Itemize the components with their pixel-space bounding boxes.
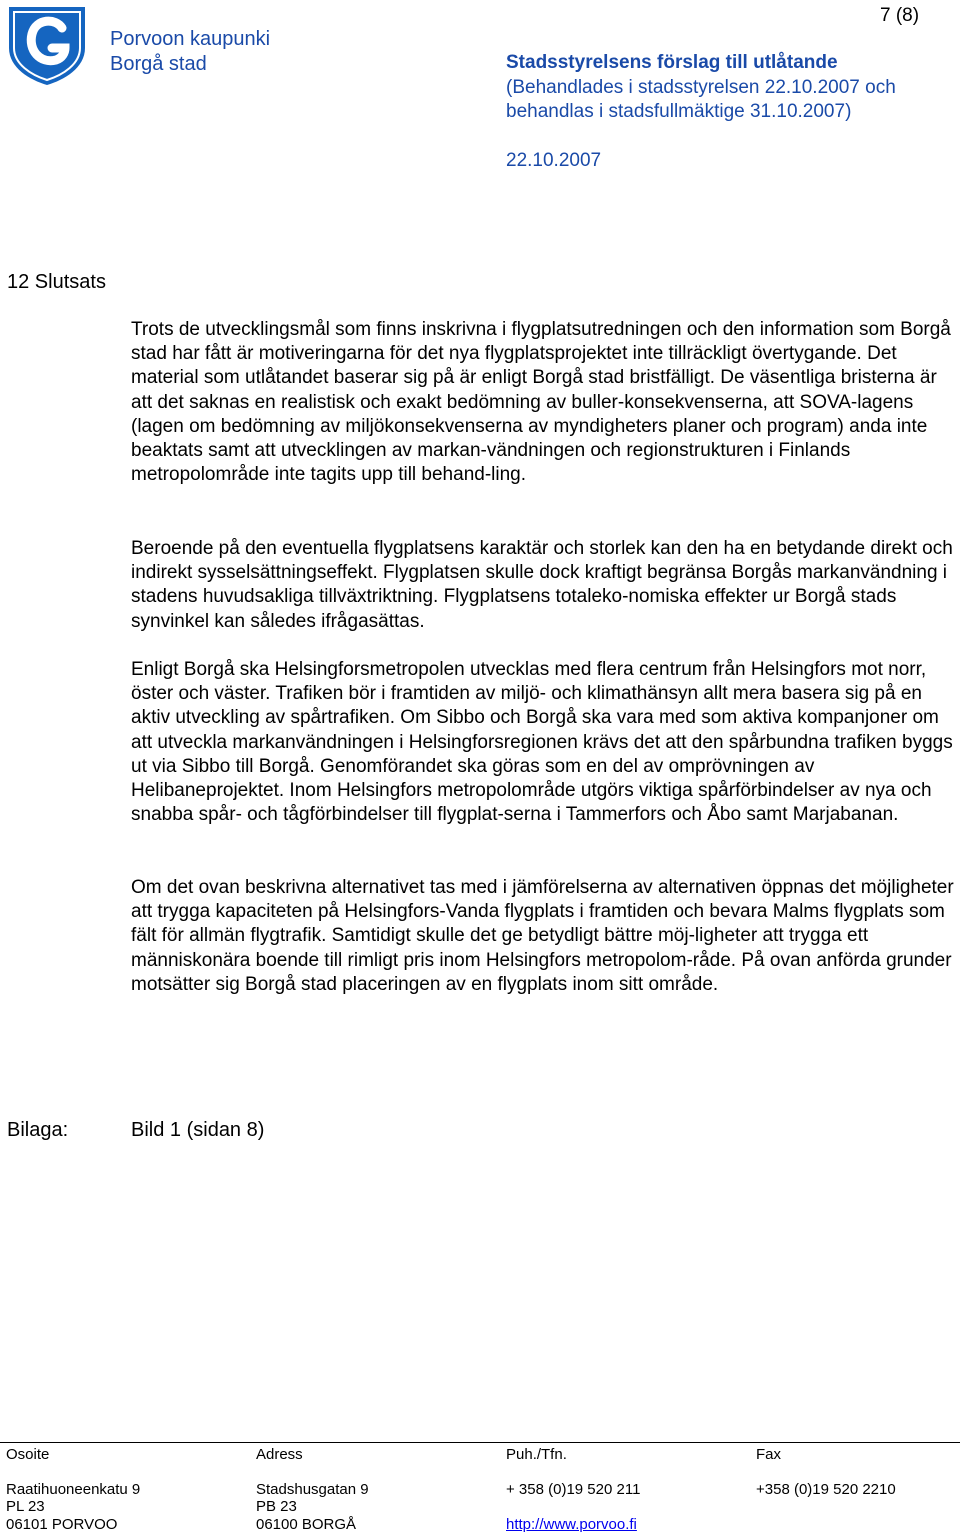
footer-heading: Fax <box>756 1446 782 1463</box>
footer-line: Raatihuoneenkatu 9 <box>6 1480 141 1498</box>
section-heading: 12 Slutsats <box>7 271 106 293</box>
attachment-label: Bilaga: <box>7 1119 69 1141</box>
org-name-sv: Borgå stad <box>110 53 207 75</box>
body-paragraph: Beroende på den eventuella flygplatsens karaktär och storlek kan den ha en betydande direkt och indirekt sysselsättningseffekt. Flygplatsen skulle dock kraftigt begränsa Borgås markanvändning i stadens huvudsakliga tillväxtriktning. Flygplatsens totaleko-nomiska effekter ur Borgå stads synvinkel kan således ifrågasättas. <box>131 538 953 632</box>
document-subtitle-line1: (Behandlades i stadsstyrelsen 22.10.2007 och <box>506 77 896 98</box>
attachment-value: Bild 1 (sidan 8) <box>131 1119 265 1141</box>
body-paragraph: Om det ovan beskrivna alternativet tas med i jämförelserna av alternativen öppnas det möjligheter att trygga kapaciteten på Helsingfors-Vanda flygplats i framtiden och bevara Malms flygplats som fält för allmän flygtrafik. Samtidigt skulle det ge betydligt bättre möj-ligheter att trygga ett människonära boende till rimligt pris inom Helsingfors metropolom-råde. På ovan anförda grunder motsätter sig Borgå stad placeringen av en flygplats inom sitt område. <box>131 877 954 995</box>
footer-line: +358 (0)19 520 2210 <box>756 1480 896 1498</box>
body-paragraph: Enligt Borgå ska Helsingforsmetropolen utvecklas med flera centrum från Helsingfors mot norr, öster och väster. Trafiken bör i framtiden av miljö- och klimathänsyn allt mera basera sig på en aktiv utveckling av spårtrafiken. Om Sibbo och Borgå ska vara med som aktiva kompanjoner om att utveckla markanvändningen i Helsingforsregionen krävs det att den spårbundna trafiken byggs ut via Sibbo till Borgå. Genomförandet ska göras som en del av omprövningen av Helibaneprojektet. Inom Helsingfors metropolområde utgörs viktiga spårförbindelser av nya och snabba spår- och tågförbindelser till flygplat-serna i Tammerfors och Åbo samt Marjabanan. <box>131 659 953 826</box>
footer-line: 06100 BORGÅ <box>256 1515 357 1533</box>
document-date: 22.10.2007 <box>506 150 602 171</box>
footer-column-fax <box>756 1446 896 1498</box>
footer-heading: Osoite <box>6 1446 50 1463</box>
document-subtitle-line2: behandlas i stadsfullmäktige 31.10.2007) <box>506 101 852 122</box>
body-paragraph: Trots de utvecklingsmål som finns inskrivna i flygplatsutredningen och den information som Borgå stad har fått är motiveringarna för det nya flygplatsprojektet inte tillräckligt övertygande. Det material som utlåtandet baserar sig på är enligt Borgå stad bristfälligt. De väsentliga bristerna är att det saknas en realistisk och exakt bedömning av buller-konsekvenserna, att SOVA-lagens (lagen om bedömning av miljökonsekvenserna av myndigheters planer och program) anda inte beaktats samt att utvecklingen av markan-vändningen och regionstrukturen i Finlands metropolområde inte tagits upp till behand-ling. <box>131 319 951 486</box>
footer-divider <box>0 1442 960 1443</box>
footer-spacer <box>506 1498 640 1516</box>
website-link[interactable]: http://www.porvoo.fi <box>506 1515 637 1533</box>
footer-column-address-fi <box>6 1446 140 1533</box>
document-title: Stadsstyrelsens förslag till utlåtande <box>506 52 838 73</box>
footer-line: + 358 (0)19 520 211 <box>506 1480 641 1498</box>
footer-line: PL 23 <box>6 1498 45 1515</box>
footer-heading: Adress <box>256 1446 303 1463</box>
footer-line: 06101 PORVOO <box>6 1515 118 1533</box>
org-name-fi: Porvoon kaupunki <box>110 28 271 50</box>
footer-column-phone <box>506 1446 640 1533</box>
footer-heading: Puh./Tfn. <box>506 1446 567 1463</box>
footer-line: Stadshusgatan 9 <box>256 1480 369 1498</box>
city-crest-icon <box>6 4 88 86</box>
page-number: 7 (8) <box>880 5 920 26</box>
footer-column-address-sv <box>256 1446 369 1533</box>
footer-line: PB 23 <box>256 1498 297 1515</box>
